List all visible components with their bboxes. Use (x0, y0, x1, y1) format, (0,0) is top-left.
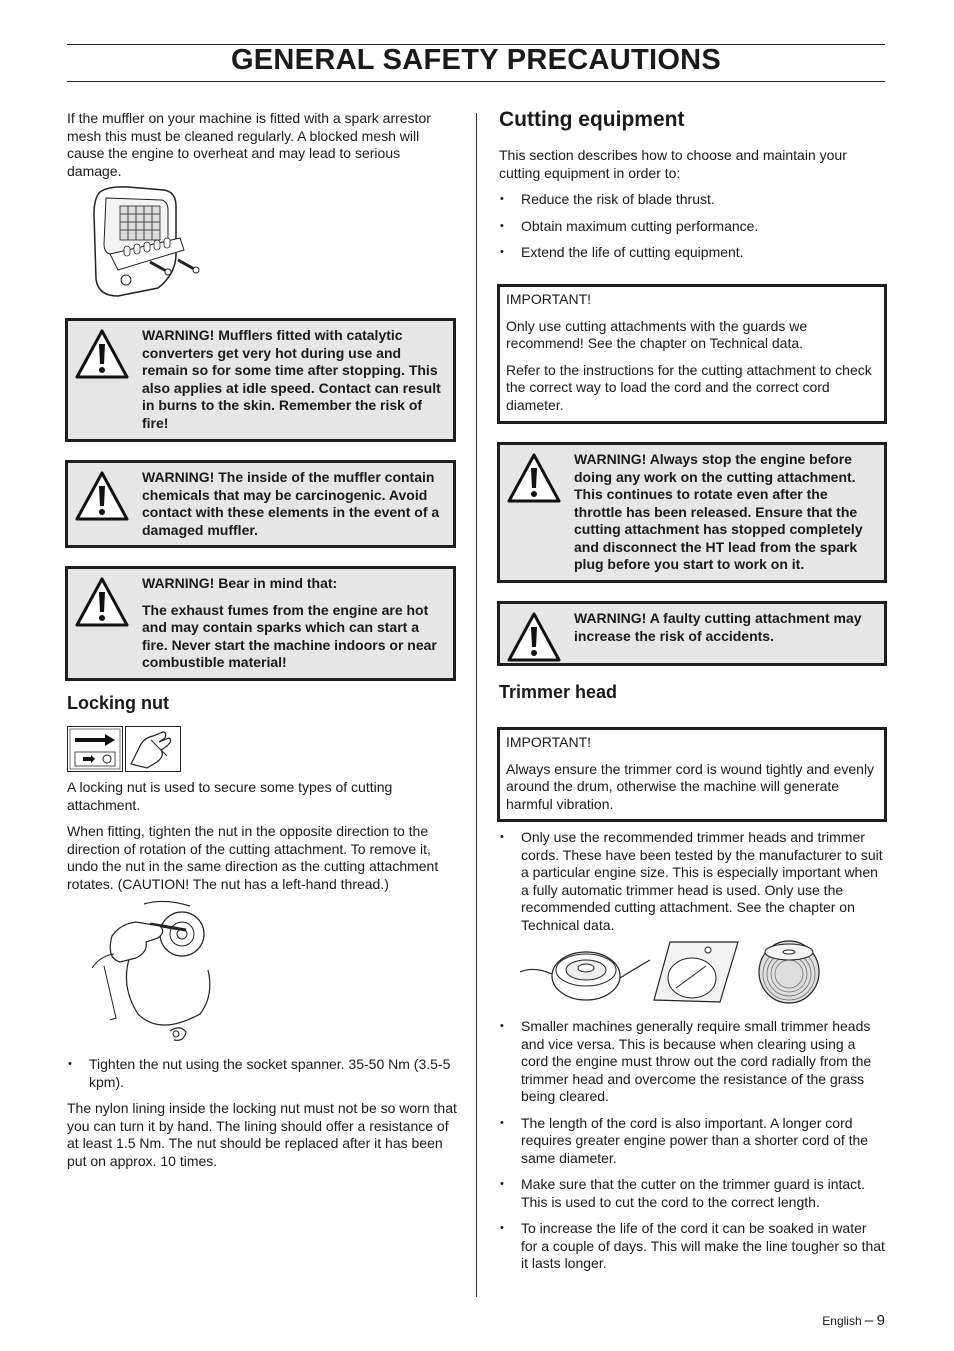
muffler-illustration (88, 184, 202, 302)
cutting-equipment-heading: Cutting equipment (499, 108, 685, 131)
locking-nut-heading: Locking nut (67, 693, 169, 713)
warning-box-faulty (497, 601, 887, 666)
list-item: • To increase the life of the cord it can be soaked in water for a couple of days. This will make the line tougher so that it lasts longer. (499, 1220, 885, 1273)
warning-triangle-icon (74, 576, 130, 628)
warning-triangle-icon (74, 328, 130, 380)
footer-language: English (822, 1314, 862, 1328)
warning-body: The exhaust fumes from the engine are hot and may contain sparks which can start a fire. Never start the machine indoors or near combustible material! (142, 601, 437, 670)
warning-box-catalytic (65, 318, 456, 442)
locking-nut-p3: The nylon lining inside the locking nut must not be so worn that you can turn it by hand. The lining should offer a resistance of at least 1.5 Nm. The nut should be replaced after it has been put on approx. 10 times. (67, 1100, 457, 1169)
warning-text (142, 575, 447, 672)
locking-nut-illustration (90, 896, 220, 1046)
warning-box-stop-engine (497, 442, 887, 583)
list-item: • Extend the life of cutting equipment. (499, 244, 885, 262)
locking-nut-p2: When fitting, tighten the nut in the opposite direction to the direction of rotation of the cutting attachment. To remove it, undo the nut in the same direction as the cutting attachment rotates. (CAUTION! The nut has a left-hand thread.) (67, 823, 439, 892)
trimmer-bullet-first (499, 829, 885, 943)
important-label: IMPORTANT! (506, 734, 592, 750)
cutting-intro: This section describes how to choose and maintain your cutting equipment in order to: (499, 147, 847, 181)
header-rule-bottom (67, 81, 885, 82)
warning-triangle-icon (74, 470, 130, 522)
warning-triangle-icon (506, 611, 562, 663)
important-box-cord (497, 727, 887, 822)
muffler-intro: If the muffler on your machine is fitted with a spark arrestor mesh this must be cleaned regularly. A blocked mesh will cause the engine to overheat and may lead to serious damage. (67, 110, 431, 179)
trimmer-bullets (499, 1018, 885, 1282)
warning-title: WARNING! Bear in mind that: (142, 575, 338, 591)
important-label: IMPORTANT! (506, 291, 592, 307)
locking-nut-p1: A locking nut is used to secure some types of cutting attachment. (67, 779, 393, 813)
list-item: • Smaller machines generally require small trimmer heads and vice versa. This is because when clearing using a cord the engine must throw out the cord radially from the trimmer head and overcome the resistance of the grass being cleared. (499, 1018, 885, 1106)
list-item: • The length of the cord is also important. A longer cord requires greater engine power than a shorter cord of the same diameter. (499, 1115, 885, 1168)
important-text: Refer to the instructions for the cutting attachment to check the correct way to load the cord and the correct cord diameter. (506, 361, 872, 413)
important-box-guards (497, 284, 887, 424)
warning-text: WARNING! The inside of the muffler contain chemicals that may be carcinogenic. Avoid contact with these elements in the event of a damaged muffler. (142, 469, 440, 538)
list-item: • Reduce the risk of blade thrust. (499, 191, 885, 209)
warning-box-chemicals (65, 460, 456, 548)
list-item: • Make sure that the cutter on the trimmer guard is intact. This is used to cut the cord to the correct length. (499, 1176, 885, 1211)
page-footer (822, 1312, 885, 1329)
locking-nut-symbols (67, 726, 182, 772)
list-item: • Obtain maximum cutting performance. (499, 218, 885, 236)
locking-nut-bullets (67, 1056, 457, 1100)
footer-separator: – (864, 1312, 874, 1329)
trimmer-products-illustration (520, 938, 886, 1006)
trimmer-head-heading: Trimmer head (499, 682, 618, 702)
page-title: GENERAL SAFETY PRECAUTIONS (230, 44, 722, 76)
list-item: • Tighten the nut using the socket spanner. 35-50 Nm (3.5-5 kpm). (67, 1056, 457, 1091)
column-divider (476, 113, 477, 1297)
warning-text: WARNING! Mufflers fitted with catalytic converters get very hot during use and remain so for some time after stopping. This also applies at idle speed. Contact can result in burns to the skin. Remember the risk of fire! (142, 327, 441, 431)
list-item: • Only use the recommended trimmer heads and trimmer cords. These have been tested by the manufacturer to suit a particular engine size. This is especially important when a fully automatic trimmer head is used. Only use the recommended cutting attachment. See the chapter on Technical data. (499, 829, 885, 934)
warning-text: WARNING! Always stop the engine before doing any work on the cutting attachment. This continues to rotate even after the throttle has been released. Ensure that the cutting attachment has stopped completely and disconnect the HT lead from the spark plug before you start to work on it. (574, 451, 863, 572)
cutting-bullets (499, 191, 885, 271)
page-number: 9 (876, 1312, 885, 1329)
warning-text: WARNING! A faulty cutting attachment may increase the risk of accidents. (574, 610, 862, 644)
important-text: Only use cutting attachments with the guards we recommend! See the chapter on Technical data. (506, 317, 808, 351)
warning-box-exhaust (65, 566, 456, 681)
important-text: Always ensure the trimmer cord is wound tightly and evenly around the drum, otherwise the machine will generate harmful vibration. (506, 760, 875, 812)
warning-triangle-icon (506, 452, 562, 504)
